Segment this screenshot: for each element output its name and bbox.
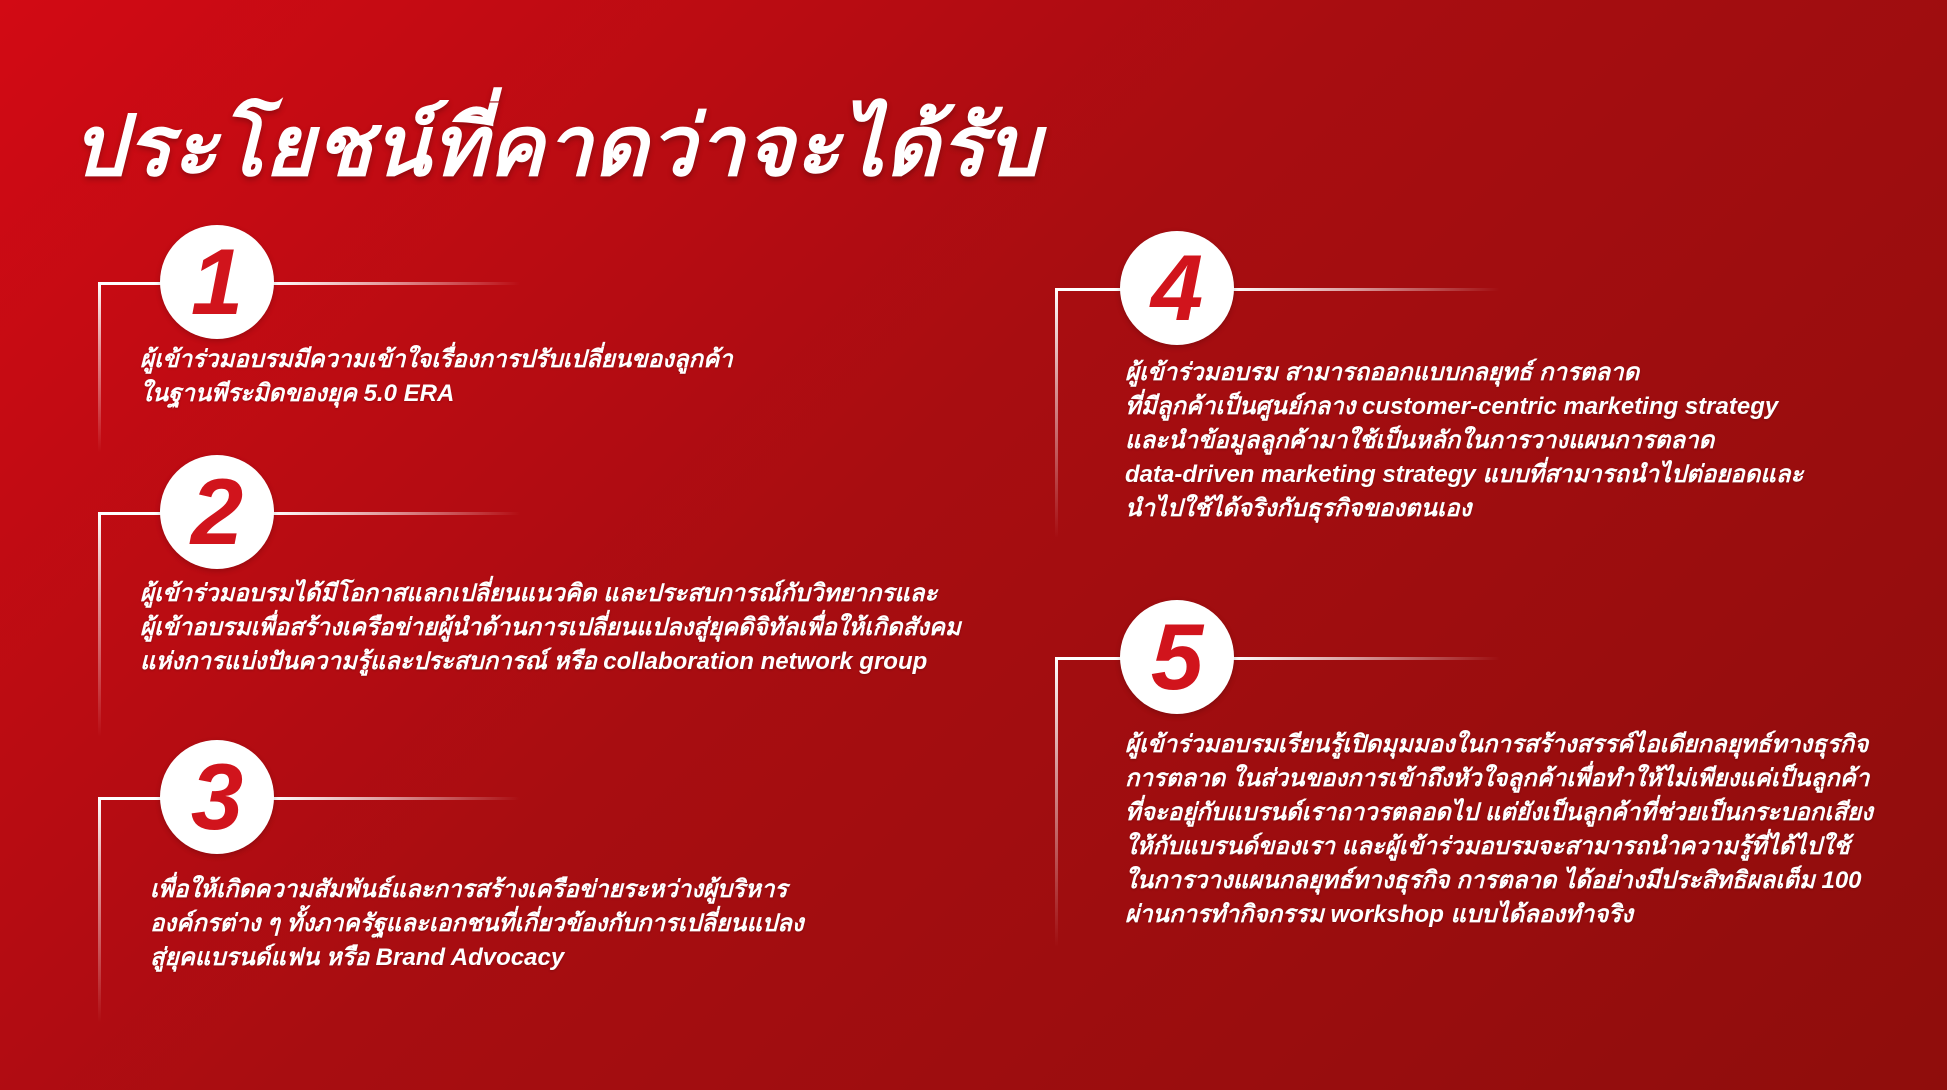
- bracket-horizontal-line: [98, 282, 164, 285]
- bracket-vertical-line: [1055, 288, 1058, 538]
- bracket-horizontal-line: [98, 512, 164, 515]
- number-badge: 5: [1120, 600, 1234, 714]
- benefit-text: ผู้เข้าร่วมอบรมมีความเข้าใจเรื่องการปรับเปลี่ยนของลูกค้า ในฐานพีระมิดของยุค 5.0 ERA: [140, 346, 733, 407]
- number-badge: 4: [1120, 231, 1234, 345]
- bracket-vertical-line: [98, 797, 101, 1022]
- benefit-text: เพื่อให้เกิดความสัมพันธ์และการสร้างเครือข่ายระหว่างผู้บริหาร องค์กรต่าง ๆ ทั้งภาครัฐและเอกชนที่เกี่ยวข้องกับการเปลี่ยนแปลง สู่ยุคแบรนด์แฟน หรือ Brand Advocacy: [150, 876, 804, 971]
- number-badge: 1: [160, 225, 274, 339]
- fade-line: [1230, 657, 1500, 660]
- number-badge: 2: [160, 455, 274, 569]
- bracket-vertical-line: [98, 282, 101, 452]
- benefit-text: ผู้เข้าร่วมอบรมได้มีโอกาสแลกเปลี่ยนแนวคิด และประสบการณ์กับวิทยากรและ ผู้เข้าอบรมเพื่อสร้างเครือข่ายผู้นำด้านการเปลี่ยนแปลงสู่ยุคดิจิทัลเพื่อให้เกิดสังคม แห่งการแบ่งปันความรู้และประสบการณ์ หรือ collaboration network group: [140, 580, 961, 675]
- fade-line: [270, 797, 520, 800]
- fade-line: [270, 282, 520, 285]
- page-title: ประโยชน์ที่คาดว่าจะได้รับ: [72, 99, 1041, 193]
- bracket-horizontal-line: [98, 797, 164, 800]
- bracket-horizontal-line: [1055, 288, 1123, 291]
- fade-line: [270, 512, 520, 515]
- bracket-vertical-line: [98, 512, 101, 737]
- benefit-text: ผู้เข้าร่วมอบรม สามารถออกแบบกลยุทธ์ การตลาด ที่มีลูกค้าเป็นศูนย์กลาง customer-centric marketing strategy และนำข้อมูลลูกค้ามาใช้เป็นหลักในการวางแผนการตลาด data-driven marketing strategy แบบที่สามารถนำไปต่อยอดและ นำไปใช้ได้จริงกับธุรกิจของตนเอง: [1125, 359, 1804, 522]
- fade-line: [1230, 288, 1500, 291]
- benefit-text: ผู้เข้าร่วมอบรมเรียนรู้เปิดมุมมองในการสร้างสรรค์ไอเดียกลยุทธ์ทางธุรกิจ การตลาด ในส่วนของการเข้าถึงหัวใจลูกค้าเพื่อทำให้ไม่เพียงแค่เป็นลูกค้า ที่จะอยู่กับแบรนด์เราถาวรตลอดไป แต่ยังเป็นลูกค้าที่ช่วยเป็นกระบอกเสียง ให้กับแบรนด์ของเรา และผู้เข้าร่วมอบรมจะสามารถนำความรู้ที่ได้ไปใช้ ในการวางแผนกลยุทธ์ทางธุรกิจ การตลาด ได้อย่างมีประสิทธิผลเต็ม 100 ผ่านการทำกิจกรรม workshop แบบได้ลองทำจริง: [1125, 731, 1873, 928]
- bracket-horizontal-line: [1055, 657, 1123, 660]
- number-badge: 3: [160, 740, 274, 854]
- bracket-vertical-line: [1055, 657, 1058, 947]
